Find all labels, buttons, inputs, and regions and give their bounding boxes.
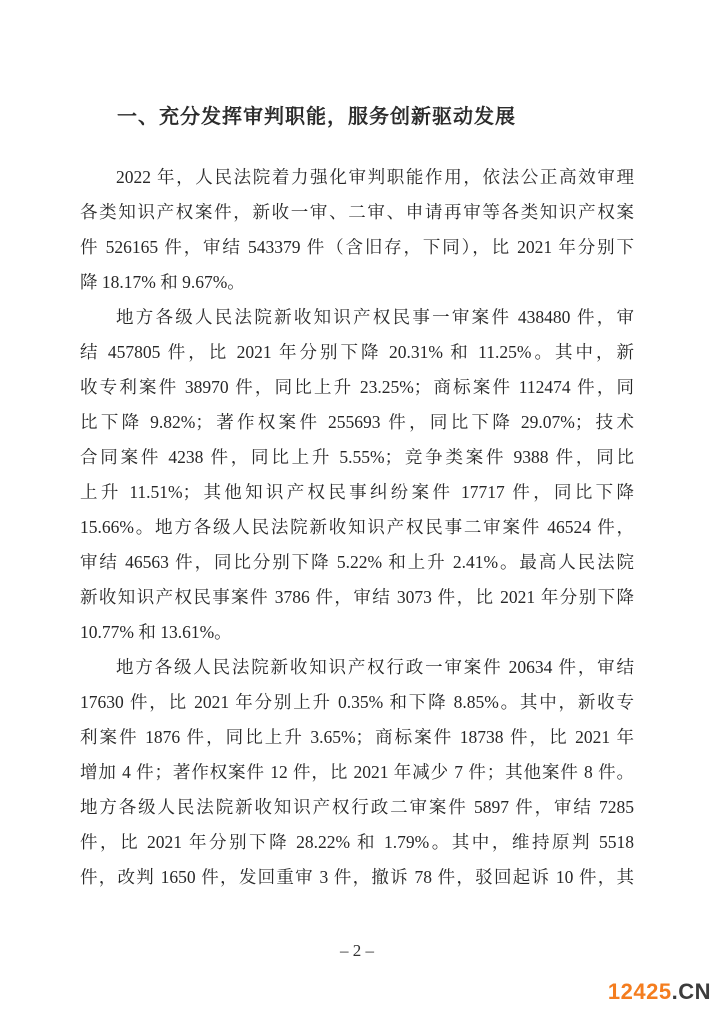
text-line: 10.77% 和 13.61%。 xyxy=(80,622,232,642)
text-line: 地方各级人民法院新收知识产权民事一审案件 438480 件，审 xyxy=(116,307,634,327)
site-watermark xyxy=(608,979,711,1005)
page-footer xyxy=(80,941,634,961)
text-line: 件，改判 1650 件，发回重审 3 件，撤诉 78 件，驳回起诉 10 件，其 xyxy=(80,867,634,887)
watermark-number: 12425 xyxy=(607,979,672,1004)
page-number: – 2 – xyxy=(340,941,374,960)
text-line: 地方各级人民法院新收知识产权行政一审案件 20634 件，审结 xyxy=(116,657,634,677)
section-heading: 一、充分发挥审判职能，服务创新驱动发展 xyxy=(117,106,516,128)
text-line: 地方各级人民法院新收知识产权行政二审案件 5897 件，审结 7285 xyxy=(80,797,634,817)
text-line: 15.66%。地方各级人民法院新收知识产权民事二审案件 46524 件， xyxy=(80,517,634,537)
text-line: 比下降 9.82%；著作权案件 255693 件，同比下降 29.07%；技术 xyxy=(80,412,634,432)
document-body xyxy=(80,160,634,895)
text-line: 上升 11.51%；其他知识产权民事纠纷案件 17717 件，同比下降 xyxy=(80,482,634,502)
text-line: 合同案件 4238 件，同比上升 5.55%；竞争类案件 9388 件，同比 xyxy=(80,447,634,467)
text-line: 2022 年，人民法院着力强化审判职能作用，依法公正高效审理 xyxy=(116,167,634,187)
text-line: 增加 4 件；著作权案件 12 件，比 2021 年减少 7 件；其他案件 8 件。 xyxy=(80,762,634,782)
text-line: 各类知识产权案件，新收一审、二审、申请再审等各类知识产权案 xyxy=(80,202,634,222)
paragraph-civil-cases xyxy=(80,300,634,650)
text-line: 利案件 1876 件，同比上升 3.65%；商标案件 18738 件，比 2021 年 xyxy=(80,727,634,747)
text-line: 17630 件，比 2021 年分别上升 0.35% 和下降 8.85%。其中，新收专 xyxy=(80,692,634,712)
paragraph-overview xyxy=(80,160,634,300)
text-line: 结 457805 件，比 2021 年分别下降 20.31% 和 11.25%。其中，新 xyxy=(80,342,634,362)
text-line: 件，比 2021 年分别下降 28.22% 和 1.79%。其中，维持原判 5518 xyxy=(80,832,634,852)
text-line: 件 526165 件，审结 543379 件（含旧存，下同），比 2021 年分别下 xyxy=(80,237,634,257)
text-line: 审结 46563 件，同比分别下降 5.22% 和上升 2.41%。最高人民法院 xyxy=(80,552,634,572)
text-line: 降 18.17% 和 9.67%。 xyxy=(80,272,245,292)
paragraph-administrative-cases xyxy=(80,650,634,895)
text-line: 收专利案件 38970 件，同比上升 23.25%；商标案件 112474 件，同 xyxy=(80,377,634,397)
text-line: 新收知识产权民事案件 3786 件，审结 3073 件，比 2021 年分别下降 xyxy=(80,587,634,607)
watermark-domain: .CN xyxy=(671,979,711,1004)
